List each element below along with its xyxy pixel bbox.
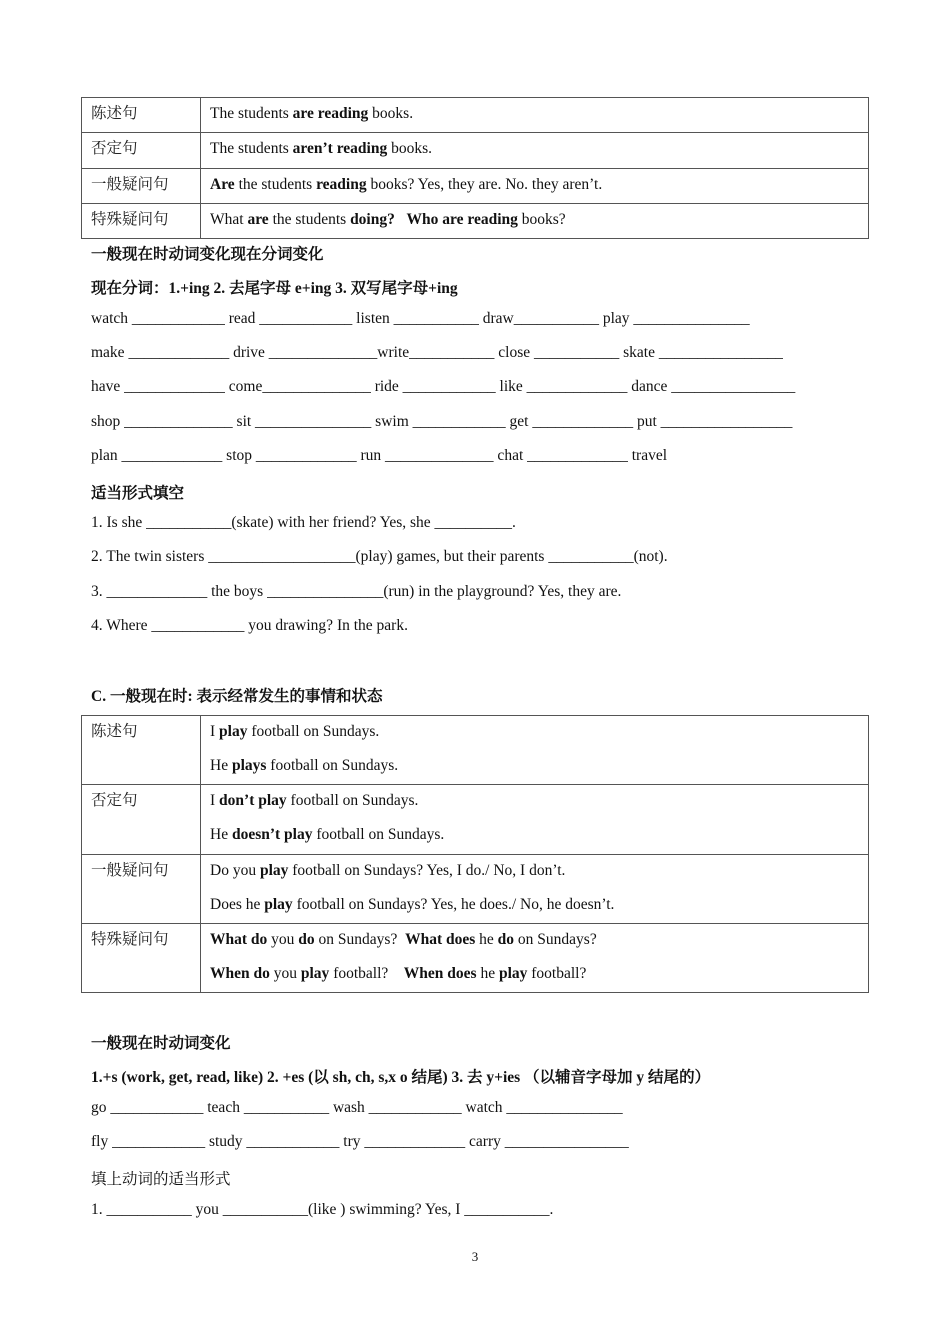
plain-text: football on Sundays. — [247, 723, 380, 740]
emphasis-text: play — [219, 723, 248, 740]
fill-item: 4. Where ____________ you drawing? In the park. — [91, 617, 408, 634]
plain-text — [395, 211, 407, 228]
sentence-type-label: 一般疑问句 — [82, 855, 201, 924]
example-sentence — [210, 823, 868, 847]
plain-text: the students — [268, 211, 351, 228]
emphasis-text: don’t play — [219, 792, 287, 809]
example-sentence — [210, 789, 868, 823]
sentence-type-label: 陈述句 — [82, 98, 201, 133]
exercise-row: have _____________ come______________ ride ____________ like _____________ dance ________________ — [91, 378, 796, 395]
plain-text: books? — [517, 211, 566, 228]
example-cell — [201, 855, 869, 924]
emphasis-text: play — [498, 965, 528, 982]
fill-heading: 填上动词的适当形式 — [91, 1171, 231, 1188]
example-cell — [201, 785, 869, 855]
example-sentence — [210, 173, 868, 197]
emphasis-text: play — [259, 862, 289, 879]
emphasis-text: reading — [316, 176, 367, 193]
plain-text: I — [210, 792, 220, 809]
plain-text: football? — [527, 965, 587, 982]
emphasis-text: do — [298, 931, 315, 948]
plain-text: The students — [210, 140, 293, 157]
emphasis-text: When does — [403, 965, 477, 982]
emphasis-text: Who are reading — [406, 211, 518, 228]
sentence-type-label: 否定句 — [82, 133, 201, 169]
plain-text: Do you — [210, 862, 260, 879]
table-row — [82, 785, 869, 855]
emphasis-text: doing? — [350, 211, 395, 228]
plain-text: you — [269, 965, 301, 982]
plain-text: What — [210, 211, 248, 228]
plain-text: The students — [210, 105, 293, 122]
example-sentence — [210, 720, 868, 754]
example-sentence — [210, 893, 868, 917]
participle-rule: 现在分词：1.+ing 2. 去尾字母 e+ing 3. 双写尾字母+ing — [91, 280, 458, 297]
fill-item: 1. ___________ you ___________(like ) swimming? Yes, I ___________. — [91, 1201, 554, 1218]
sentence-type-label: 特殊疑问句 — [82, 924, 201, 993]
plain-text: you — [267, 931, 299, 948]
table-row — [82, 98, 869, 133]
plain-text: football on Sundays. — [286, 792, 419, 809]
plain-text: he — [475, 931, 498, 948]
example-cell — [201, 924, 869, 993]
sentence-type-label: 一般疑问句 — [82, 169, 201, 204]
fill-item: 2. The twin sisters ___________________(play) games, but their parents ___________(not). — [91, 548, 668, 565]
emphasis-text: play — [264, 896, 293, 913]
plain-text: on Sundays? — [314, 931, 406, 948]
emphasis-text: doesn’t play — [231, 826, 313, 843]
sentence-type-label: 否定句 — [82, 785, 201, 855]
fill-item: 1. Is she ___________(skate) with her friend? Yes, she __________. — [91, 514, 516, 531]
sentence-type-label: 陈述句 — [82, 716, 201, 785]
exercise-row: go ____________ teach ___________ wash ____________ watch _______________ — [91, 1099, 623, 1116]
plain-text: on Sundays? — [514, 931, 597, 948]
plain-text: He — [210, 757, 232, 774]
section-letter: C. — [91, 688, 107, 705]
section-heading-participle: 一般现在时动词变化现在分词变化 — [91, 246, 324, 263]
plain-text: football on Sundays. — [266, 757, 399, 774]
section-title-text: 一般现在时: 表示经常发生的事情和状态 — [106, 688, 383, 705]
table-row — [82, 133, 869, 169]
table-row — [82, 169, 869, 204]
exercise-row: plan _____________ stop _____________ run ______________ chat _____________ travel — [91, 447, 668, 464]
table-row — [82, 924, 869, 993]
page-number: 3 — [471, 1249, 479, 1264]
sentence-types-table-present-continuous — [81, 97, 869, 239]
example-cell — [201, 716, 869, 785]
emphasis-text: What does — [405, 931, 476, 948]
section-title-simple-present — [91, 684, 383, 706]
plain-text: He — [210, 826, 232, 843]
exercise-row: make _____________ drive ______________write___________ close ___________ skate ________________ — [91, 344, 783, 361]
exercise-row: watch ____________ read ____________ listen ___________ draw___________ play _______________ — [91, 310, 750, 327]
emphasis-text: aren’t reading — [292, 140, 388, 157]
plain-text: books. — [368, 105, 414, 122]
plain-text: books. — [387, 140, 433, 157]
fill-item: 3. _____________ the boys _______________(run) in the playground? Yes, they are. — [91, 583, 622, 600]
example-cell — [201, 98, 869, 133]
table-row — [82, 716, 869, 785]
example-cell — [201, 169, 869, 204]
emphasis-text: are reading — [292, 105, 369, 122]
emphasis-text: are — [247, 211, 269, 228]
exercise-row: fly ____________ study ____________ try _____________ carry ________________ — [91, 1133, 629, 1150]
example-sentence — [210, 859, 868, 893]
sentence-types-table-simple-present — [81, 715, 869, 993]
table-row — [82, 855, 869, 924]
example-sentence — [210, 962, 868, 986]
example-sentence — [210, 208, 868, 232]
plain-text: the students — [234, 176, 317, 193]
emphasis-text: When do — [210, 965, 270, 982]
example-sentence — [210, 102, 868, 126]
table-row — [82, 204, 869, 239]
emphasis-text: plays — [231, 757, 267, 774]
emphasis-text: Are — [210, 176, 235, 193]
example-cell — [201, 133, 869, 169]
plain-text: football on Sundays? Yes, he does./ No, he doesn’t. — [292, 896, 615, 913]
third-person-rule: 1.+s (work, get, read, like) 2. +es (以 sh, ch, s,x o 结尾) 3. 去 y+ies （以辅音字母加 y 结尾的） — [91, 1069, 711, 1086]
plain-text: Does he — [210, 896, 265, 913]
plain-text: books? Yes, they are. No. they aren’t. — [366, 176, 603, 193]
example-cell — [201, 204, 869, 239]
plain-text: football on Sundays? Yes, I do./ No, I don’t. — [288, 862, 566, 879]
fill-heading: 适当形式填空 — [91, 485, 185, 502]
sentence-type-label: 特殊疑问句 — [82, 204, 201, 239]
plain-text: he — [476, 965, 499, 982]
plain-text: I — [210, 723, 220, 740]
example-sentence — [210, 137, 868, 161]
emphasis-text: What do — [210, 931, 268, 948]
exercise-row: shop ______________ sit _______________ swim ____________ get _____________ put _________________ — [91, 413, 793, 430]
plain-text: football? — [329, 965, 404, 982]
emphasis-text: do — [497, 931, 515, 948]
example-sentence — [210, 754, 868, 778]
plain-text: football on Sundays. — [312, 826, 445, 843]
emphasis-text: play — [300, 965, 330, 982]
section-heading-verb-forms: 一般现在时动词变化 — [91, 1035, 231, 1052]
example-sentence — [210, 928, 868, 962]
